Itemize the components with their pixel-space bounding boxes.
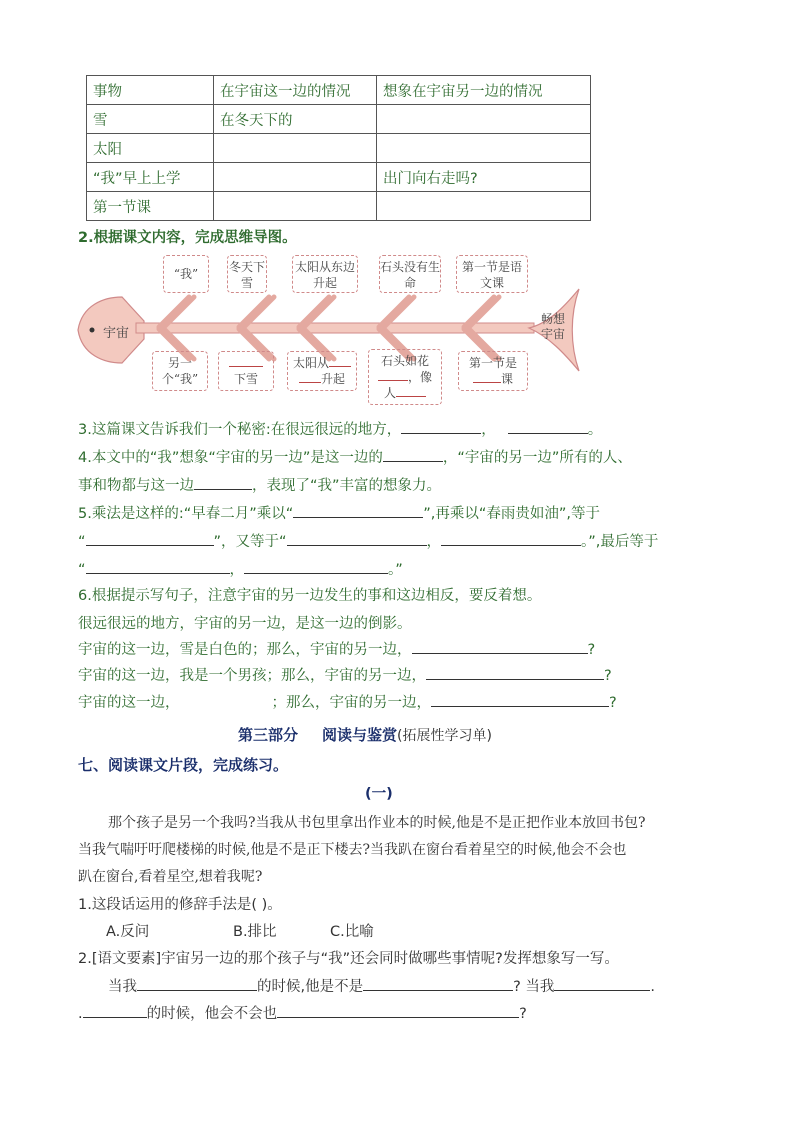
- table-header-cell: 想象在宇宙另一边的情况: [377, 76, 591, 105]
- answer-blank[interactable]: [287, 531, 427, 546]
- fishbone-bottom-text: 人: [383, 386, 396, 400]
- fishbone-bottom-text: 第一节是: [468, 356, 517, 370]
- answer-blank[interactable]: [554, 976, 650, 991]
- reading-q2-text: .: [78, 1006, 83, 1022]
- option-c[interactable]: C.比喻: [330, 924, 374, 940]
- question-3-sep: ，: [481, 422, 496, 438]
- question-3-text: 3.这篇课文告诉我们一个秘密:在很远很远的地方，: [78, 422, 402, 438]
- subsection-1-title: (一): [365, 786, 393, 802]
- answer-blank[interactable]: [293, 503, 423, 518]
- question-6-example: 很远很远的地方，宇宙的另一边，是这一边的倒影。: [78, 616, 412, 632]
- blank-line: [396, 385, 426, 397]
- answer-blank[interactable]: [508, 419, 588, 434]
- question-5-text: ”,再乘以“春雨贵如油”,等于: [423, 506, 601, 522]
- answer-blank[interactable]: [383, 447, 443, 462]
- question-4-text: ，“宇宙的另一边”所有的人、: [442, 450, 632, 466]
- fishbone-bottom-text: 太阳从: [292, 356, 329, 370]
- question-2-title: 2.根据课文内容，完成思维导图。: [78, 230, 297, 246]
- table-cell: 在冬天下的: [214, 105, 377, 134]
- reading-q2-text: 当我: [108, 979, 137, 995]
- question-3-end: 。: [587, 422, 603, 438]
- answer-blank[interactable]: [194, 475, 252, 490]
- answer-blank[interactable]: [401, 419, 481, 434]
- part-3-heading: [238, 724, 492, 745]
- question-6-text: 宇宙的这一边，雪是白色的；那么，宇宙的另一边，: [78, 642, 412, 658]
- question-6-line: [78, 664, 612, 685]
- answer-blank[interactable]: [86, 531, 214, 546]
- question-5-text: 。”,最后等于: [581, 534, 659, 550]
- option-b[interactable]: B.排比: [233, 924, 277, 940]
- fishbone-bottom-box: [368, 349, 442, 405]
- blank-line: [473, 371, 501, 383]
- question-5-text: “: [78, 534, 86, 550]
- reading-question-2: 2.[语文要素]宇宙另一边的那个孩子与“我”还会同时做哪些事情呢?发挥想象写一写。: [78, 951, 619, 967]
- table-cell: 第一节课: [87, 192, 214, 221]
- reading-q2-text: ?: [519, 1006, 527, 1022]
- fish-tail-label: 畅想宇宙: [541, 312, 566, 341]
- question-5-line3: [78, 558, 403, 579]
- part-3-subtitle: (拓展性学习单): [397, 728, 492, 744]
- question-6-text: 宇宙的这一边，: [78, 695, 180, 711]
- answer-blank[interactable]: [363, 976, 513, 991]
- table-cell: [214, 192, 377, 221]
- option-a[interactable]: A.反问: [106, 924, 150, 940]
- question-5-line2: [78, 530, 658, 551]
- fish-head-label: 宇宙: [103, 326, 130, 341]
- fishbone-bottom-text: ，像: [407, 370, 432, 384]
- passage-line: 那个孩子是另一个我吗?当我从书包里拿出作业本的时候,他是不是正把作业本放回书包?: [108, 815, 646, 831]
- answer-blank[interactable]: [412, 639, 588, 654]
- fishbone-bottom-text: 升起: [320, 372, 345, 386]
- question-mark: ?: [587, 642, 596, 658]
- section-7-title: 七、阅读课文片段，完成练习。: [78, 756, 289, 774]
- question-5-text: ，: [426, 534, 442, 550]
- fishbone-top-box: 太阳从东边升起: [292, 255, 358, 293]
- question-3: [78, 418, 602, 439]
- blank-line: [299, 371, 321, 383]
- answer-blank[interactable]: [277, 1003, 519, 1018]
- answer-blank[interactable]: [83, 1003, 147, 1018]
- table-header-cell: 事物: [87, 76, 214, 105]
- question-6-line: [78, 691, 617, 712]
- answer-blank[interactable]: [86, 559, 230, 574]
- fishbone-top-box: 冬天下雪: [227, 255, 267, 293]
- reading-q2-text: 的时候,他是不是: [257, 979, 364, 995]
- table-row: [87, 134, 591, 163]
- passage-line: 趴在窗台,看着星空,想着我呢?: [78, 869, 263, 885]
- question-4-line2: [78, 474, 441, 495]
- question-5-text: 。”: [388, 562, 403, 578]
- fish-eye: [90, 328, 95, 333]
- question-6-title: 6.根据提示写句子，注意宇宙的另一边发生的事和这边相反，要反着想。: [78, 588, 542, 604]
- question-5-text: ”，又等于“: [213, 534, 287, 550]
- table-cell: [377, 192, 591, 221]
- reading-q2-text: ? 当我: [513, 979, 555, 995]
- table-cell: [214, 163, 377, 192]
- blank-line: [229, 355, 263, 367]
- question-mark: ?: [609, 695, 617, 711]
- fishbone-bottom-box: [218, 351, 274, 391]
- fishbone-bottom-box: [287, 351, 357, 391]
- table-cell: [214, 134, 377, 163]
- question-6-text: 宇宙的这一边，我是一个男孩；那么，宇宙的另一边，: [78, 668, 426, 684]
- part-3-title: 阅读与鉴赏: [322, 726, 398, 744]
- table-row: [87, 163, 591, 192]
- question-5-text: ，: [229, 562, 245, 578]
- answer-blank[interactable]: [244, 559, 388, 574]
- table-row: [87, 105, 591, 134]
- question-4-line1: [78, 446, 632, 467]
- reading-question-2-line2: [78, 1002, 527, 1023]
- fishbone-top-box: 第一节是语文课: [456, 255, 528, 293]
- table-cell: [377, 105, 591, 134]
- answer-blank[interactable]: [431, 692, 609, 707]
- question-6-line: [78, 638, 595, 659]
- answer-blank[interactable]: [441, 531, 581, 546]
- question-4-text: 4.本文中的“我”想象“宇宙的另一边”是这一边的: [78, 450, 383, 466]
- fishbone-bottom-text: 下雪: [233, 372, 258, 386]
- table-cell: “我”早上上学: [87, 163, 214, 192]
- fishbone-bottom-box: 另一个“我”: [152, 351, 208, 391]
- question-5-line1: [78, 502, 600, 523]
- answer-blank[interactable]: [426, 665, 604, 680]
- reading-q2-text: 的时候，他会不会也: [146, 1006, 278, 1022]
- fishbone-bottom-box: [458, 351, 528, 391]
- question-4-text: 事和物都与这一边: [78, 478, 194, 494]
- table-row: [87, 192, 591, 221]
- table-cell: [377, 134, 591, 163]
- question-mark: ?: [604, 668, 612, 684]
- table-cell: 出门向右走吗?: [377, 163, 591, 192]
- question-5-text: “: [78, 562, 86, 578]
- table-header-row: [87, 76, 591, 105]
- question-5-text: 5.乘法是这样的:“早春二月”乘以“: [78, 506, 294, 522]
- fishbone-bottom-text: 课: [500, 372, 513, 386]
- part-3-number: 第三部分: [238, 726, 299, 744]
- table-header-cell: 在宇宙这一边的情况: [214, 76, 377, 105]
- fishbone-top-box: “我”: [163, 255, 209, 293]
- reading-q2-text: .: [650, 979, 656, 995]
- question-6-text: ；那么，宇宙的另一边，: [271, 695, 431, 711]
- blank-line: [378, 369, 408, 381]
- fishbone-top-box: 石头没有生命: [379, 255, 441, 293]
- blank-line: [329, 355, 351, 367]
- answer-blank[interactable]: [137, 976, 257, 991]
- comparison-table: [86, 75, 591, 221]
- reading-question-1: 1.这段话运用的修辞手法是( )。: [78, 897, 282, 913]
- table-cell: 太阳: [87, 134, 214, 163]
- question-4-text: ，表现了“我”丰富的想象力。: [252, 478, 442, 494]
- reading-question-2-line1: [108, 975, 655, 996]
- passage-line: 当我气喘吁吁爬楼梯的时候,他是不是正下楼去?当我趴在窗台看着星空的时候,他会不会也: [78, 842, 627, 858]
- fishbone-bottom-text: 石头如花: [380, 354, 429, 368]
- table-cell: 雪: [87, 105, 214, 134]
